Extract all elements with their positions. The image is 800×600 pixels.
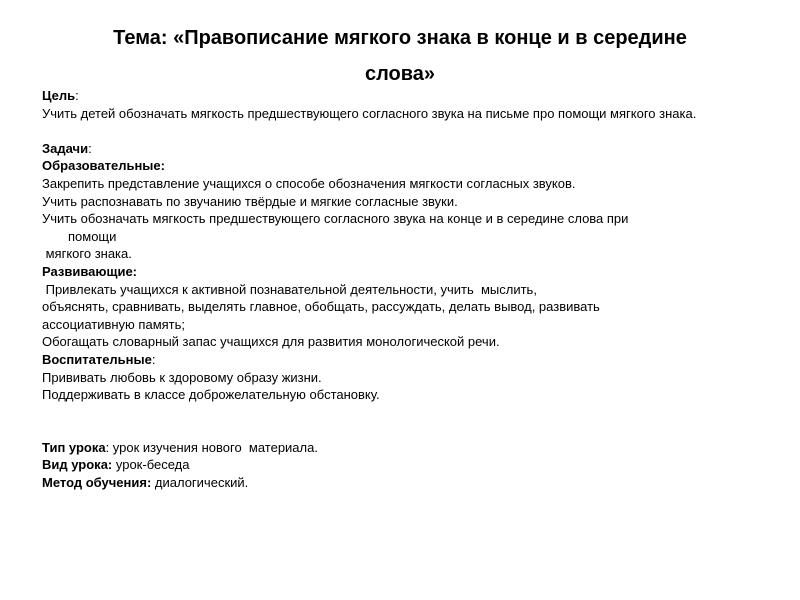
teaching-method: [42, 474, 762, 492]
developing-item-4: Обогащать словарный запас учащихся для развития монологической речи.: [42, 334, 500, 350]
spacer: [42, 404, 762, 439]
goal-heading: [42, 87, 762, 105]
upbringing-heading: [42, 351, 762, 369]
goal-colon: :: [75, 88, 79, 103]
goal-label: Цель: [42, 88, 76, 103]
developing-item-1: Привлекать учащихся к активной познавательной деятельности, учить мыслить,: [42, 281, 537, 297]
tasks-colon: :: [88, 140, 92, 156]
lesson-type-value: : урок изучения нового материала.: [105, 439, 318, 455]
lesson-kind-label: Вид урока:: [42, 457, 113, 473]
tasks-label: Задачи: [42, 140, 89, 156]
title-line-1: Тема: «Правописание мягкого знака в конце и в середине: [113, 27, 687, 49]
lesson-plan-body: [42, 87, 762, 491]
teaching-method-label: Метод обучения:: [42, 474, 152, 490]
educational-heading: Образовательные:: [42, 158, 165, 174]
lesson-type-label: Тип урока: [42, 439, 106, 455]
upbringing-label: Воспитательные: [42, 351, 152, 367]
page-title: [60, 20, 740, 92]
teaching-method-value: диалогический.: [151, 474, 249, 490]
educational-item-3-continued: помощи: [68, 228, 117, 244]
developing-item-3: ассоциативную память;: [42, 316, 186, 332]
educational-item-2: Учить распознавать по звучанию твёрдые и мягкие согласные звуки.: [42, 193, 458, 209]
lesson-kind: [42, 456, 762, 474]
goal-text: Учить детей обозначать мягкость предшествующего согласного звука на письме про помощи мягкого знака.: [42, 105, 697, 121]
tasks-heading: [42, 140, 762, 158]
educational-item-3-end: мягкого знака.: [42, 246, 132, 262]
lesson-type: [42, 439, 762, 457]
developing-heading: Развивающие:: [42, 263, 138, 279]
educational-item-1: Закрепить представление учащихся о способе обозначения мягкости согласных звуков.: [42, 175, 576, 191]
spacer: [42, 122, 762, 140]
developing-item-2: объяснять, сравнивать, выделять главное, обобщать, рассуждать, делать вывод, развивать: [42, 299, 600, 315]
upbringing-colon: :: [151, 351, 156, 367]
lesson-kind-value: урок-беседа: [112, 457, 190, 473]
title-line-2: слова»: [364, 63, 436, 85]
educational-item-3: Учить обозначать мягкость предшествующего согласного звука на конце и в середине слова при: [42, 211, 629, 227]
upbringing-item-2: Поддерживать в классе доброжелательную обстановку.: [42, 387, 380, 403]
upbringing-item-1: Прививать любовь к здоровому образу жизни.: [42, 369, 322, 385]
